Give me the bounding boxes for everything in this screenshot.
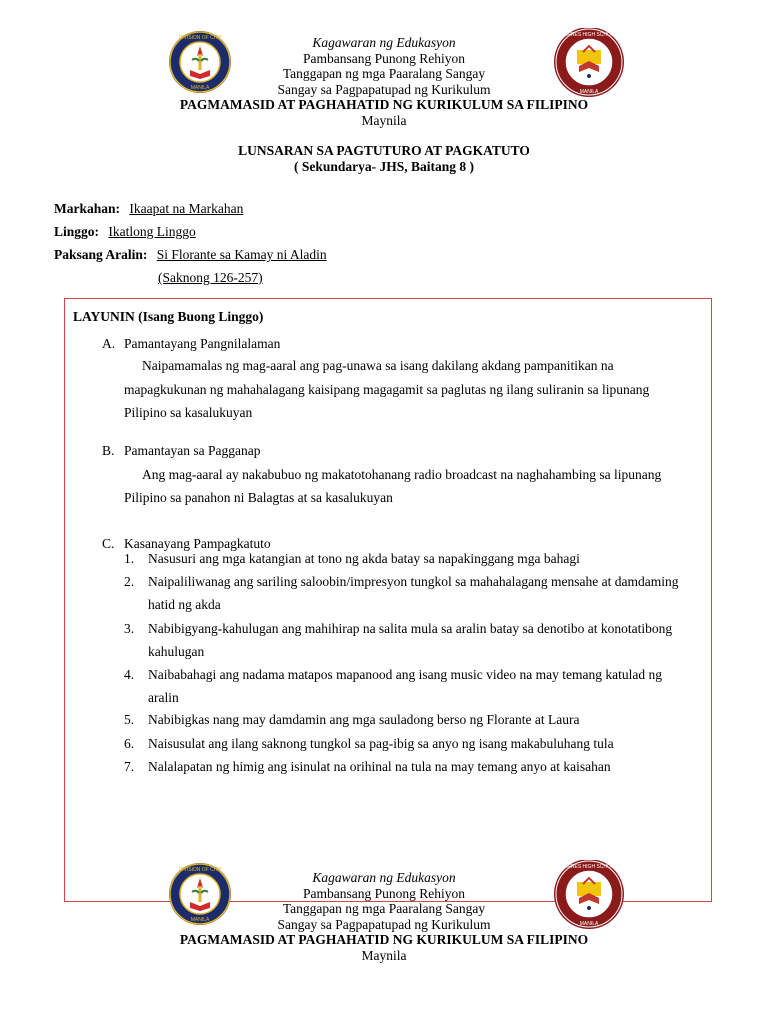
saknong-row [158, 270, 263, 286]
header-division: Sangay sa Pagpapatupad ng Kurikulum [277, 916, 491, 932]
section-a-marker: A. [102, 336, 116, 351]
markahan-row [54, 201, 243, 217]
section-a-line: mapagkukunan ng mahahalagang kaisipang magagamit sa paglutas ng ilang suliranin sa lipunang [124, 382, 650, 397]
list-item-text: aralin [148, 690, 179, 705]
section-b-marker: B. [102, 443, 115, 458]
header-agency: Kagawaran ng Edukasyon [312, 35, 456, 50]
list-item-number: 1. [124, 551, 135, 566]
header-region: Pambansang Punong Rehiyon [303, 885, 465, 901]
document-title [0, 143, 768, 174]
list-item-number: 2. [124, 574, 135, 589]
header-office: Tanggapan ng mga Paaralang Sangay [282, 66, 486, 81]
header-unit: PAGMAMASID AT PAGHAHATID NG KURIKULUM SA FILIPINO [179, 97, 589, 112]
section-b-line: Pilipino sa panahon ni Balagtas at sa kasalukuyan [124, 490, 393, 505]
list-item-text: Naisusulat ang ilang saknong tungkol sa pag-ibig sa anyo ng isang makabuluhang tula [148, 736, 614, 751]
section-a-line: Pilipino sa kasalukuyan [124, 405, 253, 420]
header-agency: Kagawaran ng Edukasyon [312, 870, 456, 885]
footer-header [0, 870, 768, 963]
section-b-line: Ang mag-aaral ay nakabubuo ng makatotohanang radio broadcast na naghahambing sa lipunang [142, 467, 662, 482]
title-sub: ( Sekundarya- JHS, Baitang 8 ) [293, 158, 475, 174]
paksa-row [54, 247, 327, 263]
list-item-number: 7. [124, 759, 135, 774]
list-item-number: 3. [124, 621, 135, 636]
linggo-value: Ikatlong Linggo [108, 224, 196, 239]
linggo-row [54, 224, 196, 240]
linggo-label: Linggo: [54, 224, 100, 239]
list-item-number: 6. [124, 736, 135, 751]
list-item-text: Nabibigkas nang may damdamin ang mga sauladong berso ng Florante at Laura [148, 712, 580, 727]
paksa-value: Si Florante sa Kamay ni Aladin [156, 247, 327, 262]
list-item-text: Nalalapatan ng himig ang isinulat na orihinal na tula na may temang anyo at kaisahan [148, 759, 611, 774]
header [0, 35, 768, 128]
section-b-title: Pamantayan sa Pagganap [124, 443, 261, 458]
list-item-text: kahulugan [148, 644, 205, 659]
saknong-value: (Saknong 126-257) [158, 270, 263, 285]
layunin-heading: LAYUNIN (Isang Buong Linggo) [73, 309, 264, 324]
section-a-line: Naipamamalas ng mag-aaral ang pag-unawa sa isang dakilang akdang pampanitikan na [142, 358, 614, 373]
list-item-number: 5. [124, 712, 135, 727]
list-item-text: hatid ng akda [148, 597, 221, 612]
header-city: Maynila [361, 112, 407, 128]
list-item-text: Naibabahagi ang nadama matapos mapanood ang isang music video na may temang katulad ng [148, 667, 662, 682]
header-region: Pambansang Punong Rehiyon [303, 50, 465, 66]
list-item-text: Nabibigyang-kahulugan ang mahihirap na salita mula sa aralin batay sa denotibo at konotatibong [148, 621, 673, 636]
list-item-number: 4. [124, 667, 135, 682]
header-division: Sangay sa Pagpapatupad ng Kurikulum [277, 81, 491, 97]
list-item-text: Nasusuri ang mga katangian at tono ng akda batay sa napakinggang mga bahagi [148, 551, 580, 566]
header-city: Maynila [361, 947, 407, 963]
header-unit: PAGMAMASID AT PAGHAHATID NG KURIKULUM SA FILIPINO [179, 932, 589, 947]
markahan-label: Markahan: [54, 201, 121, 216]
header-office: Tanggapan ng mga Paaralang Sangay [282, 901, 486, 916]
section-a-title: Pamantayang Pangnilalaman [124, 336, 281, 351]
list-item-text: Naipaliliwanag ang sariling saloobin/impresyon tungkol sa mahahalagang mensahe at damdaming [148, 574, 679, 589]
paksa-label: Paksang Aralin: [54, 247, 148, 262]
section-c-title: Kasanayang Pampagkatuto [124, 536, 271, 551]
section-c-marker: C. [102, 536, 115, 551]
markahan-value: Ikaapat na Markahan [129, 201, 244, 216]
title-main: LUNSARAN SA PAGTUTURO AT PAGKATUTO [238, 143, 530, 158]
